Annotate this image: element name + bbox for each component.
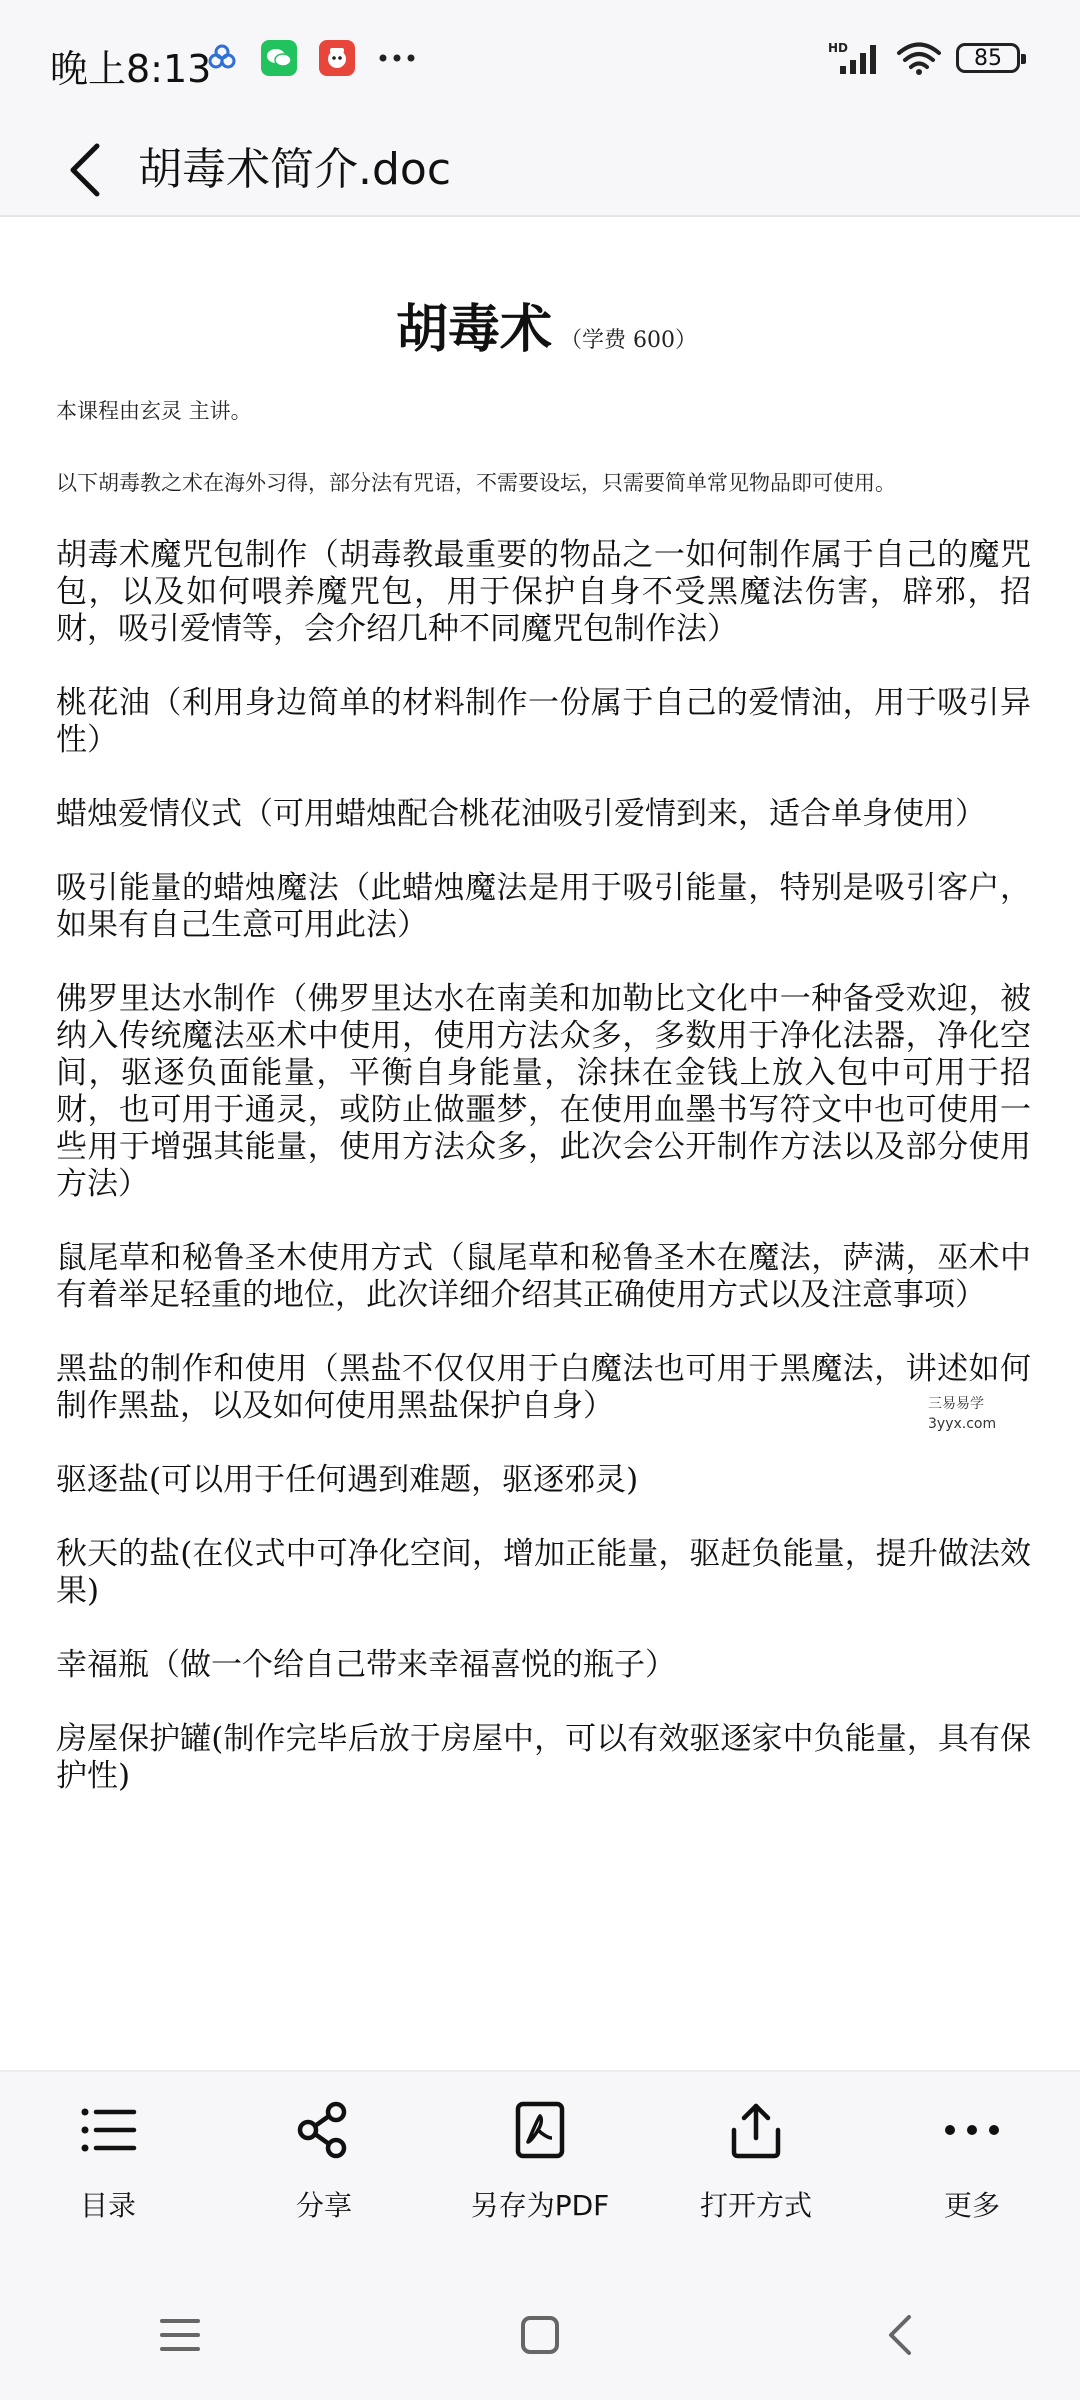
course-item: 佛罗里达水制作（佛罗里达水在南美和加勒比文化中一种备受欢迎，被纳入传统魔法巫术中使用，使用方法众多，多数用于净化法器，净化空间，驱逐负面能量，平衡自身能量，涂抹在金钱上放入包中可用于招财，也可用于通灵，或防止做噩梦，在使用血墨书写符文中也可使用一些用于增强其能量，使用方法众多，此次会公开制作方法以及部分使用方法）: [56, 981, 1031, 1202]
title-bar: [0, 125, 1080, 217]
toc-button[interactable]: [8, 2072, 208, 2272]
more-icon: [940, 2098, 1004, 2162]
system-back-button[interactable]: [840, 2285, 960, 2385]
wifi-icon: [896, 40, 942, 76]
system-navigation-bar: [0, 2270, 1080, 2400]
share-label: 分享: [295, 2189, 352, 2222]
more-button[interactable]: [872, 2072, 1072, 2272]
course-item: 幸福瓶（做一个给自己带来幸福喜悦的瓶子）: [56, 1647, 676, 1683]
back-button[interactable]: [50, 130, 120, 210]
course-list: [56, 537, 1031, 1832]
course-item: 鼠尾草和秘鲁圣木使用方式（鼠尾草和秘鲁圣木在魔法，萨满，巫术中有着举足轻重的地位，此次详细介绍其正确使用方式以及注意事项）: [56, 1240, 1031, 1313]
course-item: 房屋保护罐(制作完毕后放于房屋中，可以有效驱逐家中负能量，具有保护性): [56, 1721, 1031, 1794]
cellular-signal-icon: [826, 40, 882, 76]
wechat-icon: [261, 40, 297, 76]
more-notifications-icon: [377, 41, 417, 75]
menu-icon: [158, 2315, 202, 2355]
home-square-icon: [520, 2315, 560, 2355]
document-title: 胡毒术: [396, 300, 553, 360]
course-item: 桃花油（利用身边简单的材料制作一份属于自己的爱情油，用于吸引异性）: [56, 685, 1031, 758]
battery-icon: [956, 43, 1020, 73]
pdf-icon: [508, 2098, 572, 2162]
share-button[interactable]: [224, 2072, 424, 2272]
document-view[interactable]: [0, 217, 1080, 2070]
course-item: 驱逐盐(可以用于任何遇到难题，驱逐邪灵): [56, 1462, 639, 1498]
lecturer-line: 本课程由玄灵 主讲。: [56, 399, 252, 423]
watermark-line: 三易易学: [928, 1396, 984, 1412]
document-title-row: [396, 287, 697, 362]
document-fee-note: （学费 600）: [560, 328, 698, 353]
app-notification-icon: [319, 40, 355, 76]
bottom-toolbar: [0, 2070, 1080, 2272]
save-as-pdf-label: 另存为PDF: [470, 2189, 610, 2222]
network-label: HD: [828, 41, 849, 55]
recent-apps-button[interactable]: [120, 2285, 240, 2385]
status-time: 晚上8:13: [50, 47, 212, 91]
back-triangle-icon: [885, 2313, 915, 2357]
toc-label: 目录: [79, 2189, 136, 2222]
course-item: 吸引能量的蜡烛魔法（此蜡烛魔法是用于吸引能量，特别是吸引客户，如果有自己生意可用此法）: [56, 870, 1031, 943]
course-item: 秋天的盐(在仪式中可净化空间，增加正能量，驱赶负能量，提升做法效果): [56, 1536, 1031, 1609]
watermark-line: 3yyx.com: [928, 1416, 997, 1432]
open-with-label: 打开方式: [699, 2189, 812, 2222]
more-label: 更多: [943, 2189, 1000, 2222]
link-icon: [205, 41, 239, 75]
course-item: 黑盐的制作和使用（黑盐不仅仅用于白魔法也可用于黑魔法，讲述如何制作黑盐，以及如何使用黑盐保护自身）: [56, 1351, 1031, 1424]
course-item: 胡毒术魔咒包制作（胡毒教最重要的物品之一如何制作属于自己的魔咒包，以及如何喂养魔咒包，用于保护自身不受黑魔法伤害，辟邪，招财，吸引爱情等，会介绍几种不同魔咒包制作法）: [56, 537, 1031, 647]
list-icon: [76, 2098, 140, 2162]
file-title: 胡毒术简介.doc: [138, 144, 452, 195]
intro-line: 以下胡毒教之术在海外习得，部分法有咒语，不需要设坛，只需要简单常见物品即可使用。: [56, 471, 896, 495]
status-bar: [0, 0, 1080, 125]
open-with-icon: [724, 2098, 788, 2162]
course-item: 蜡烛爱情仪式（可用蜡烛配合桃花油吸引爱情到来，适合单身使用）: [56, 796, 986, 832]
open-with-button[interactable]: [656, 2072, 856, 2272]
home-button[interactable]: [480, 2285, 600, 2385]
watermark: [920, 1392, 1004, 1436]
notification-icons: [205, 40, 417, 76]
share-icon: [292, 2098, 356, 2162]
battery-level: 85: [974, 45, 1002, 71]
system-status: [826, 40, 1020, 76]
chevron-left-icon: [65, 142, 105, 198]
save-as-pdf-button[interactable]: [440, 2072, 640, 2272]
